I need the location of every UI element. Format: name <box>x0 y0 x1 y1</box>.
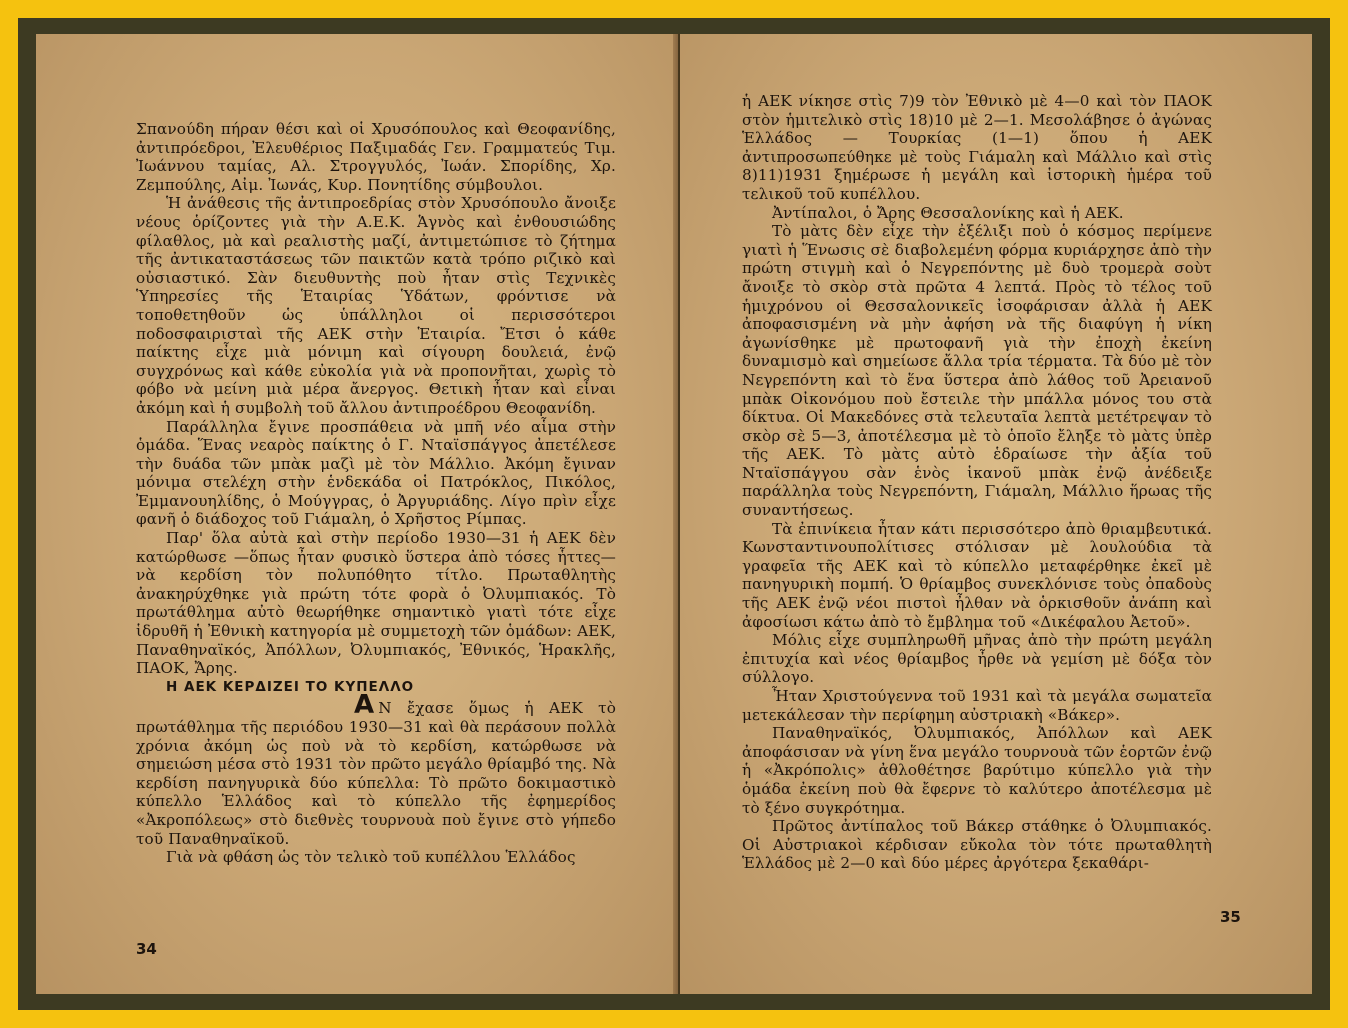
left-page <box>36 34 678 994</box>
page-number: 35 <box>1220 908 1241 926</box>
paragraph: Τὰ ἐπινίκεια ἦταν κάτι περισσότερο ἀπὸ θριαμβευτικά. Κωνσταντινουπολίτισες στόλισαν μὲ λουλούδια τὰ γραφεῖα τῆς ΑΕΚ καὶ τὸ κύπελλο μεταφέρθηκε ἐκεῖ μὲ πανηγυρικὴ πομπή. Ὁ θρίαμβος συνεκλόνισε τοὺς ὀπαδοὺς τῆς ΑΕΚ ἐνῷ νέοι πιστοὶ ἦλθαν νὰ ὁρκισθοῦν ἀνάπη καὶ ἀφοσίωσι κάτω ἀπὸ τὸ ἔμβλημα τοῦ «Δικέφαλου Ἀετοῦ». <box>742 519 1212 631</box>
paragraph: Ἦταν Χριστούγεννα τοῦ 1931 καὶ τὰ μεγάλα σωματεῖα μετεκάλεσαν τὴν περίφημη αὐστριακὴ «Βάκερ». <box>742 687 1212 724</box>
page-number: 34 <box>136 940 157 958</box>
section-heading: Η ΑΕΚ ΚΕΡΔΙΖΕΙ ΤΟ ΚΥΠΕΛΛΟ <box>166 678 415 695</box>
paragraph-body: Ν ἔχασε ὅμως ἡ ΑΕΚ τὸ πρωτάθλημα τῆς περιόδου 1930—31 καὶ θὰ περάσουν πολλὰ χρόνια ἀκόμη ὡς ποὺ νὰ τὸ κερδίση, κατώρθωσε νὰ σημειώση μέσα στὸ 1931 τὸν πρῶτο μεγάλο θρίαμβό της. Νὰ κερδίση πανηγυρικὰ δύο κύπελλα: Τὸ πρῶτο δοκιμαστικὸ κύπελλο Ἑλλάδος καὶ τὸ κύπελλο τῆς ἐφημερίδος «Ἀκροπόλεως» στὸ διεθνὲς τουρνουὰ ποὺ ἔγινε στὸ γήπεδο τοῦ Παναθηναϊκοῦ. <box>136 699 616 848</box>
paragraph: Παναθηναϊκός, Ὀλυμπιακός, Ἀπόλλων καὶ ΑΕΚ ἀποφάσισαν νὰ γίνη ἕνα μεγάλο τουρνουὰ τῶν ἑορτῶν ἐνῷ ἡ «Ἀκρόπολις» ἀθλοθέτησε βαρύτιμο κύπελλο γιὰ τὴν ὁμάδα ἐκείνη ποὺ θὰ ἔφερνε τὸ καλύτερο ἀποτέλεσμα μὲ τὸ ξένο συγκρότημα. <box>742 724 1212 817</box>
paragraph: Πρῶτος ἀντίπαλος τοῦ Βάκερ στάθηκε ὁ Ὀλυμπιακός. Οἱ Αὐστριακοὶ κέρδισαν εὔκολα τὸν τότε πρωταθλητὴ Ἑλλάδος μὲ 2—0 καὶ δύο μέρες ἀργότερα ξεκαθάρι- <box>742 817 1212 873</box>
drop-cap: Α <box>354 690 375 721</box>
paragraph: Μόλις εἶχε συμπληρωθῆ μῆνας ἀπὸ τὴν πρώτη μεγάλη ἐπιτυχία καὶ νέος θρίαμβος ἦρθε νὰ γεμίση μὲ δόξα τὸν σύλλογο. <box>742 631 1212 687</box>
paragraph: Παράλληλα ἔγινε προσπάθεια νὰ μπῆ νέο αἷμα στὴν ὁμάδα. Ἕνας νεαρὸς παίκτης ὁ Γ. Νταϊσπάγγος ἀπετέλεσε τὴν δυάδα τῶν μπὰκ μαζὶ μὲ τὸν Μάλλιο. Ἀκόμη ἔγιναν μόνιμα στελέχη στὴν ἑνδεκάδα οἱ Πατρόκλος, Πικόλος, Ἐμμανουηλίδης, ὁ Μούγγρας, ὁ Ἀργυριάδης. Λίγο πρὶν εἶχε φανῆ ὁ διάδοχος τοῦ Γιάμαλη, ὁ Χρῆστος Ρίμπας. <box>136 417 616 529</box>
left-page-text <box>136 120 616 867</box>
paragraph: Γιὰ νὰ φθάση ὡς τὸν τελικὸ τοῦ κυπέλλου Ἑλλάδος <box>166 848 576 867</box>
paragraph: Ἀντίπαλοι, ὁ Ἄρης Θεσσαλονίκης καὶ ἡ ΑΕΚ. <box>772 203 1124 222</box>
paragraph: ἡ ΑΕΚ νίκησε στὶς 7)9 τὸν Ἐθνικὸ μὲ 4—0 καὶ τὸν ΠΑΟΚ στὸν ἡμιτελικὸ στὶς 18)10 μὲ 2—1. Μεσολάβησε ὁ ἀγώνας Ἑλλάδος — Τουρκίας (1—1) ὅπου ἡ ΑΕΚ ἀντιπροσωπεύθηκε μὲ τοὺς Γιάμαλη καὶ Μάλλιο καὶ στὶς 8)11)1931 ξημέρωσε ἡ μεγάλη καὶ ἱστορικὴ ἡμέρα τοῦ τελικοῦ τοῦ κυπέλλου. <box>742 92 1212 203</box>
paragraph: Ἡ ἀνάθεσις τῆς ἀντιπροεδρίας στὸν Χρυσόπουλο ἄνοιξε νέους ὁρίζοντες γιὰ τὴν Α.Ε.Κ. Ἁγνὸς καὶ ἐνθουσιώδης φίλαθλος, μὰ καὶ ρεαλιστὴς μαζί, ἀντιμετώπισε τὸ ζήτημα τῆς ἀντικαταστάσεως τῶν παικτῶν κατὰ τρόπο ριζικὸ καὶ οὐσιαστικό. Σὰν διευθυντὴς ποὺ ἦταν στὶς Τεχνικὲς Ὑπηρεσίες τῆς Ἑταιρίας Ὑδάτων, φρόντισε νὰ τοποθετηθοῦν ὡς ὑπάλληλοι οἱ περισσότεροι ποδοσφαιρισταὶ τῆς ΑΕΚ στὴν Ἑταιρία. Ἔτσι ὁ κάθε παίκτης εἶχε μιὰ μόνιμη καὶ σίγουρη δουλειά, ἐνῷ συγχρόνως καὶ κάθε εὐκολία γιὰ νὰ προπονῆται, χωρὶς τὸ φόβο νὰ μείνη μιὰ μέρα ἄνεργος. Θετικὴ ἦταν καὶ εἶναι ἀκόμη καὶ ἡ συμβολὴ τοῦ ἄλλου ἀντιπροέδρου Θεοφανίδη. <box>136 194 616 417</box>
scan-frame <box>18 18 1330 1010</box>
paragraph <box>136 690 616 848</box>
right-page <box>680 34 1312 994</box>
paragraph: Τὸ μὰτς δὲν εἶχε τὴν ἐξέλιξι ποὺ ὁ κόσμος περίμενε γιατὶ ἡ Ἕνωσις σὲ διαβολεμένη φόρμα κυριάρχησε ἀπὸ τὴν πρώτη στιγμὴ καὶ ὁ Νεγρεπόντης μὲ δυὸ τρομερὰ σοὺτ ἄνοιξε τὸ σκὸρ στὰ πρῶτα 4 λεπτά. Πρὸς τὸ τέλος τοῦ ἡμιχρόνου οἱ Θεσσαλονικεῖς ἰσοφάρισαν ἀλλὰ ἡ ΑΕΚ ἀποφασισμένη νὰ μὴν ἀφήση νὰ τῆς διαφύγη ἡ νίκη ἀγωνίσθηκε μὲ πρωτοφανῆ γιὰ τὴν ἐποχὴ ἐκείνη δυναμισμὸ καὶ σημείωσε ἄλλα τρία τέρματα. Τὰ δύο μὲ τὸν Νεγρεπόντη καὶ τὸ ἕνα ὕστερα ἀπὸ λάθος τοῦ Ἀρειανοῦ μπὰκ Οἰκονόμου ποὺ ἔστειλε τὴν μπάλλα μόνος του στὰ δίκτυα. Οἱ Μακεδόνες στὰ τελευταῖα λεπτὰ μετέτρεψαν τὸ σκὸρ σὲ 5—3, ἀποτέλεσμα μὲ τὸ ὁποῖο ἔληξε τὸ μὰτς ὑπὲρ τῆς ΑΕΚ. Τὸ μὰτς αὐτὸ ἑδραίωσε τὴν ἀξία τοῦ Νταϊσπάγγου σὰν ἑνὸς ἱκανοῦ μπὰκ ἐνῷ ἀνέδειξε παράλληλα τοὺς Νεγρεπόντη, Γιάμαλη, Μάλλιο ἥρωας τῆς συναντήσεως. <box>742 222 1212 520</box>
paragraph: Παρ' ὅλα αὐτὰ καὶ στὴν περίοδο 1930—31 ἡ ΑΕΚ δὲν κατώρθωσε —ὅπως ἦταν φυσικὸ ὕστερα ἀπὸ τόσες ἧττες— νὰ κερδίση τὸν πολυπόθητο τίτλο. Πρωταθλητὴς ἀνακηρύχθηκε γιὰ πρώτη τότε φορὰ ὁ Ὀλυμπιακός. Τὸ πρωτάθλημα αὐτὸ θεωρήθηκε σημαντικὸ γιατὶ τότε εἶχε ἱδρυθῆ ἡ Ἐθνικὴ κατηγορία μὲ συμμετοχὴ τῶν ὁμάδων: ΑΕΚ, Παναθηναϊκός, Ἀπόλλων, Ὀλυμπιακός, Ἐθνικός, Ἡρακλῆς, ΠΑΟΚ, Ἄρης. <box>136 529 616 678</box>
right-page-text <box>742 92 1212 873</box>
paragraph: Σπανούδη πήραν θέσι καὶ οἱ Χρυσόπουλος καὶ Θεοφανίδης, ἀντιπρόεδροι, Ἐλευθέριος Παξιμαδάς Γεν. Γραμματεύς Τιμ. Ἰωάννου ταμίας, Αλ. Στρογγυλός, Ἰωάν. Σπορίδης, Χρ. Ζεμπούλης, Αἰμ. Ἰωνάς, Κυρ. Πονητίδης σύμβουλοι. <box>136 120 616 194</box>
